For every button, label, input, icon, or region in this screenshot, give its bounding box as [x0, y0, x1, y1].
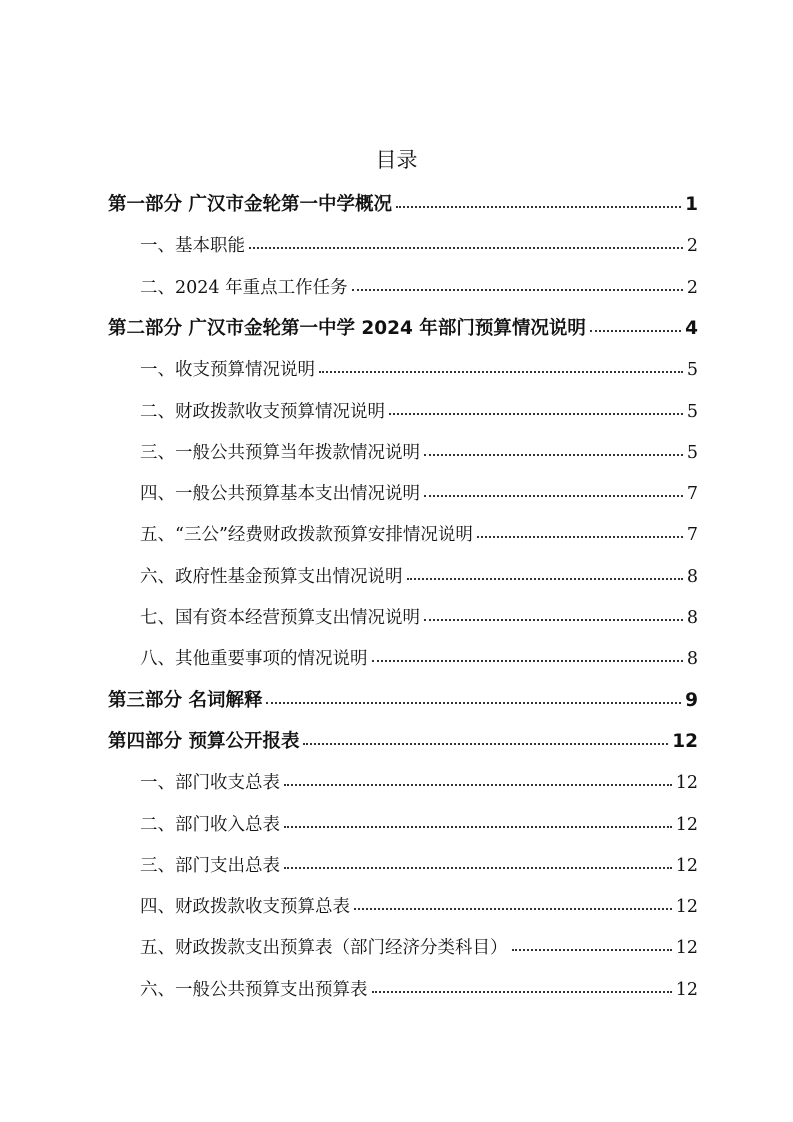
toc-entry-page-number: 8: [686, 608, 698, 628]
toc-entry-label: 一、部门收支总表: [140, 773, 280, 794]
toc-section-entry[interactable]: [140, 479, 698, 509]
toc-entry-label: 二、2024 年重点工作任务: [140, 277, 348, 298]
toc-entry-label: 第一部分 广汉市金轮第一中学概况: [108, 194, 392, 215]
dot-leader: [372, 660, 683, 662]
toc-entry-page-number: 5: [686, 360, 698, 381]
toc-entry-page-number: 7: [686, 484, 698, 505]
toc-entry-page-number: 12: [675, 814, 698, 835]
toc-section-entry[interactable]: [140, 975, 698, 1005]
toc-section-entry[interactable]: [140, 810, 698, 840]
dot-leader: [319, 371, 683, 373]
toc-section-entry[interactable]: [140, 768, 698, 798]
toc-entry-page-number: 12: [675, 897, 698, 918]
toc-section-entry[interactable]: [140, 273, 698, 303]
toc-entry-page-number: 2: [686, 277, 698, 298]
toc-entry-page-number: 4: [685, 317, 698, 339]
toc-entry-page-number: 1: [685, 194, 698, 215]
toc-entry-label: 第三部分 名词解释: [108, 689, 263, 711]
toc-entry-label: 二、部门收入总表: [140, 814, 280, 835]
dot-leader: [266, 702, 681, 704]
dot-leader: [284, 867, 672, 869]
toc-entry-label: 六、一般公共预算支出预算表: [140, 979, 368, 1000]
toc-section-entry[interactable]: [140, 933, 698, 963]
toc-section-entry[interactable]: [140, 603, 698, 633]
dot-leader: [303, 743, 668, 745]
toc-entry-label: 六、政府性基金预算支出情况说明: [140, 566, 403, 587]
toc-entry-label: 第二部分 广汉市金轮第一中学 2024 年部门预算情况说明: [108, 317, 586, 339]
dot-leader: [372, 991, 672, 993]
toc-entry-label: 七、国有资本经营预算支出情况说明: [140, 608, 420, 628]
dot-leader: [284, 826, 672, 828]
dot-leader: [424, 495, 683, 497]
dot-leader: [590, 330, 681, 332]
toc-entry-page-number: 2: [686, 236, 698, 257]
toc-entry-page-number: 12: [675, 855, 698, 876]
toc-entry-page-number: 8: [686, 566, 698, 587]
toc-entry-label: 二、财政拨款收支预算情况说明: [140, 401, 385, 422]
toc-entry-label: 四、财政拨款收支预算总表: [140, 897, 350, 918]
toc-entry-label: 第四部分 预算公开报表: [108, 730, 300, 752]
toc-entry-page-number: 12: [675, 938, 698, 959]
toc-entry-page-number: 12: [675, 773, 698, 794]
dot-leader: [424, 619, 683, 621]
toc-part-entry[interactable]: [108, 727, 698, 757]
toc-section-entry[interactable]: [140, 851, 698, 881]
dot-leader: [396, 206, 681, 208]
dot-leader: [424, 454, 683, 456]
toc-section-entry[interactable]: [140, 644, 698, 674]
toc-title: 目录: [375, 148, 418, 172]
toc-entry-label: 五、“三公”经费财政拨款预算安排情况说明: [140, 525, 473, 546]
toc-entry-label: 五、财政拨款支出预算表（部门经济分类科目）: [140, 938, 508, 959]
toc-entry-label: 八、其他重要事项的情况说明: [140, 649, 368, 670]
toc-section-entry[interactable]: [140, 355, 698, 385]
toc-entry-page-number: 7: [686, 525, 698, 546]
toc-section-entry[interactable]: [140, 892, 698, 922]
toc-section-entry[interactable]: [140, 438, 698, 468]
toc-section-entry[interactable]: [140, 520, 698, 550]
dot-leader: [389, 413, 683, 415]
dot-leader: [407, 578, 683, 580]
toc-entry-page-number: 5: [686, 401, 698, 422]
toc-entry-label: 三、一般公共预算当年拨款情况说明: [140, 442, 420, 463]
dot-leader: [354, 908, 672, 910]
toc-entry-label: 四、一般公共预算基本支出情况说明: [140, 484, 420, 505]
toc-entry-label: 一、基本职能: [140, 236, 245, 257]
toc-part-entry[interactable]: [108, 686, 698, 716]
dot-leader: [249, 247, 683, 249]
toc-entry-label: 三、部门支出总表: [140, 855, 280, 876]
toc-entry-label: 一、收支预算情况说明: [140, 360, 315, 381]
toc-entry-page-number: 9: [685, 689, 698, 711]
toc-section-entry[interactable]: [140, 562, 698, 592]
toc-entry-page-number: 8: [686, 649, 698, 670]
toc-section-entry[interactable]: [140, 397, 698, 427]
toc-part-entry[interactable]: [108, 314, 698, 344]
toc-entry-page-number: 12: [675, 979, 698, 1000]
toc-part-entry[interactable]: [108, 190, 698, 220]
dot-leader: [477, 536, 683, 538]
toc-section-entry[interactable]: [140, 231, 698, 261]
dot-leader: [284, 784, 672, 786]
dot-leader: [512, 949, 672, 951]
toc-entry-page-number: 5: [686, 442, 698, 463]
dot-leader: [352, 289, 683, 291]
toc-entry-page-number: 12: [672, 730, 698, 752]
